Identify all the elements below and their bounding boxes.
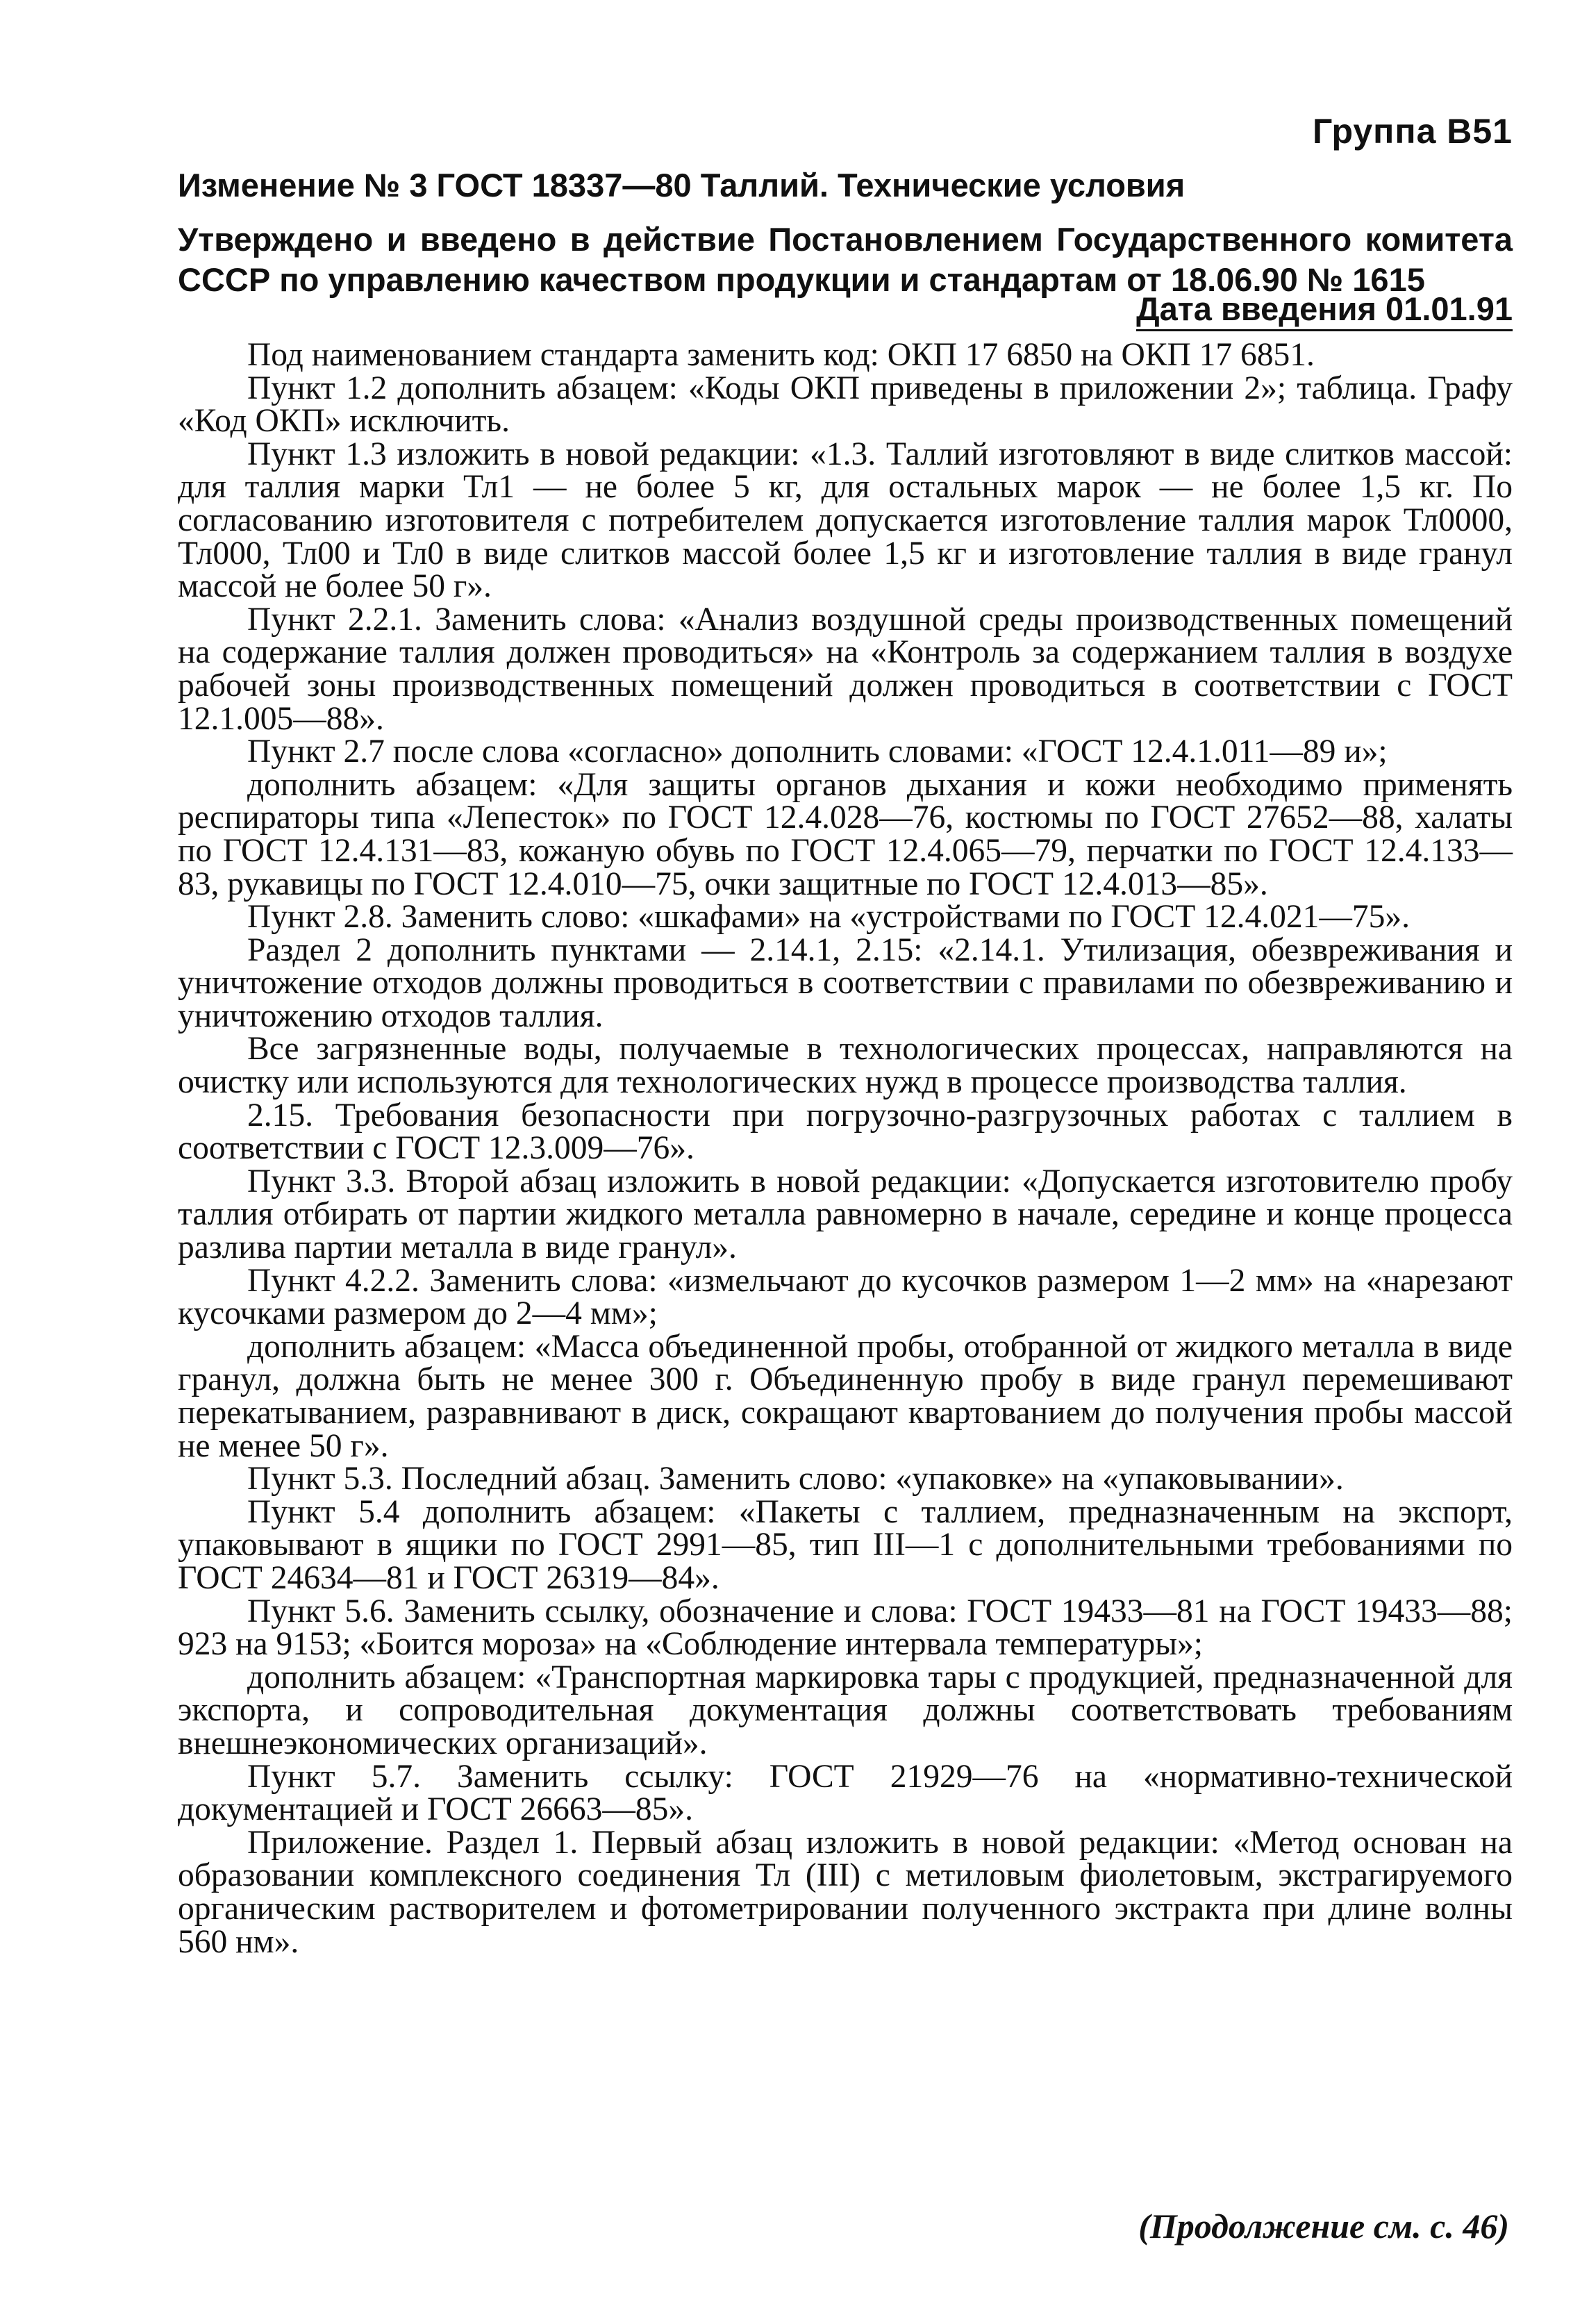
amendment-paragraph: дополнить абзацем: «Масса объединенной пробы, отобранной от жидкого металла в виде гранул, должна быть не менее 300 г. Объединенную пробу в виде гранул перемешивают перекатыванием, разравнивают в диск, сокращают квартованием до получения пробы массой не менее 50 г». <box>178 1328 1513 1464</box>
amendment-paragraph: Пункт 2.2.1. Заменить слова: «Анализ воздушной среды производственных помещений на содержание таллия должен проводиться» на «Контроль за содержанием таллия в воздухе рабочей зоны производственных помещений должен проводиться в соответствии с ГОСТ 12.1.005—88». <box>178 601 1513 737</box>
amendment-paragraph: Пункт 5.4 дополнить абзацем: «Пакеты с таллием, предназначенным на экспорт, упаковывают в ящики по ГОСТ 2991—85, тип III—1 с дополнительными требованиями по ГОСТ 24634—81 и ГОСТ 26319—84». <box>178 1493 1513 1596</box>
amendment-paragraph: Пункт 3.3. Второй абзац изложить в новой редакции: «Допускается изготовителю пробу таллия отбирать от партии жидкого металла равномерно в начале, середине и конце процесса разлива партии металла в виде гранул». <box>178 1163 1513 1266</box>
continuation-note: (Продолжение см. с. 46) <box>1138 2207 1509 2246</box>
effective-date: Дата введения 01.01.91 <box>1136 289 1513 331</box>
amendment-paragraph: дополнить абзацем: «Транспортная маркировка тары с продукцией, предназначенной для экспорта, и сопроводительная документация должны соответствовать требованиям внешнеэкономических организаций». <box>178 1659 1513 1761</box>
amendment-body <box>178 339 1513 1959</box>
amendment-paragraph: Все загрязненные воды, получаемые в технологических процессах, направляются на очистку или используются для технологических нужд в процессе производства таллия. <box>178 1031 1513 1101</box>
amendment-paragraph: 2.15. Требования безопасности при погрузочно-разгрузочных работах с таллием в соответствии с ГОСТ 12.3.009—76». <box>178 1097 1513 1167</box>
classification-group: Группа В51 <box>1313 112 1513 151</box>
amendment-paragraph: дополнить абзацем: «Для защиты органов дыхания и кожи необходимо применять респираторы типа «Лепесток» по ГОСТ 12.4.028—76, костюмы по ГОСТ 27652—88, халаты по ГОСТ 12.4.131—83, кожаную обувь по ГОСТ 12.4.065—79, перчатки по ГОСТ 12.4.133—83, рукавицы по ГОСТ 12.4.010—75, очки защитные по ГОСТ 12.4.013—85». <box>178 766 1513 902</box>
amendment-paragraph: Пункт 2.8. Заменить слово: «шкафами» на «устройствами по ГОСТ 12.4.021—75». <box>247 899 1410 936</box>
amendment-paragraph: Пункт 5.6. Заменить ссылку, обозначение и слова: ГОСТ 19433—81 на ГОСТ 19433—88; 923 на 9153; «Боится мороза» на «Соблюдение интервала температуры»; <box>178 1593 1513 1663</box>
amendment-paragraph: Пункт 5.3. Последний абзац. Заменить слово: «упаковке» на «упаковывании». <box>247 1461 1344 1497</box>
amendment-paragraph: Пункт 5.7. Заменить ссылку: ГОСТ 21929—76 на «нормативно-технической документацией и ГОСТ 26663—85». <box>178 1758 1513 1828</box>
amendment-paragraph: Приложение. Раздел 1. Первый абзац изложить в новой редакции: «Метод основан на образовании комплексного соединения Тл (III) с метиловым фиолетовым, экстрагируемого органическим растворителем и фотометрировании полученного экстракта при длине волны 560 нм». <box>178 1824 1513 1960</box>
approval-statement-line-1: Утверждено и введено в действие Постановлением Государственного комитета <box>178 221 1513 258</box>
amendment-paragraph: Пункт 2.7 после слова «согласно» дополнить словами: «ГОСТ 12.4.1.011—89 и»; <box>247 733 1388 770</box>
amendment-paragraph: Пункт 1.3 изложить в новой редакции: «1.3. Таллий изготовляют в виде слитков массой: для таллия марки Тл1 — не более 5 кг, для остальных марок — не более 1,5 кг. По согласованию изготовителя с потребителем допускается изготовление таллия марок Тл0000, Тл000, Тл00 и Тл0 в виде слитков массой более 1,5 кг и изготовление таллия в виде гранул массой не более 50 г». <box>178 435 1513 605</box>
amendment-paragraph: Раздел 2 дополнить пунктами — 2.14.1, 2.15: «2.14.1. Утилизация, обезвреживания и уничтожение отходов должны проводиться в соответствии с правилами по обезвреживанию и уничтожению отходов таллия. <box>178 931 1513 1034</box>
amendment-paragraph: Пункт 1.2 дополнить абзацем: «Коды ОКП приведены в приложении 2»; таблица. Графу «Код ОКП» исключить. <box>178 370 1513 440</box>
amendment-title: Изменение № 3 ГОСТ 18337—80 Таллий. Технические условия <box>178 167 1185 204</box>
approval-statement-line-2: СССР по управлению качеством продукции и стандартам от 18.06.90 № 1615 <box>178 261 1425 298</box>
amendment-paragraph: Под наименованием стандарта заменить код: ОКП 17 6850 на ОКП 17 6851. <box>247 337 1315 373</box>
amendment-paragraph: Пункт 4.2.2. Заменить слова: «измельчают до кусочков размером 1—2 мм» на «нарезают кусочками размером до 2—4 мм»; <box>178 1262 1513 1332</box>
